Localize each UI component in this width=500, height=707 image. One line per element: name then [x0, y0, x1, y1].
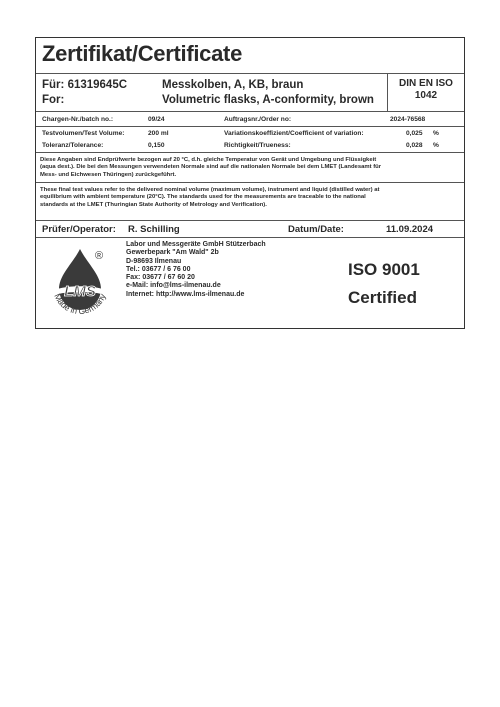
operator-name: R. Schilling: [128, 224, 180, 235]
iso-title: ISO 9001: [348, 260, 420, 279]
operator-label: Prüfer/Operator:: [42, 224, 116, 235]
note-de-line: Mess- und Eichwesen Thüringen) zurückgeführt.: [40, 171, 177, 178]
address-line: Labor und Messgeräte GmbH Stützerbach: [126, 241, 266, 248]
note-de-line: (aqua dest.). Die bei den Messungen verwendeten Normale sind auf die nationalen Normale bei dem LMET (Landesamt für: [40, 164, 382, 171]
note-en-line: equilibrium with ambient temperature (20°C). The standards used for the measurements are traceable to the national: [40, 194, 366, 201]
trueness-value: 0,028: [406, 142, 423, 149]
batch-row: [36, 112, 464, 127]
operator-row: [36, 221, 464, 238]
logo-arc-text: Made in Germany: [52, 291, 108, 317]
product-name-de: Messkolben, A, KB, braun: [162, 79, 304, 91]
note-en-line: These final test values refer to the delivered nominal volume (maximum volume), instrument and liquid (distilled water) at: [40, 187, 380, 193]
iso-certified: Certified: [348, 288, 417, 307]
order-value: 2024-76568: [390, 116, 426, 123]
registered-mark: ®: [95, 250, 104, 262]
address-line: Fax: 03677 / 67 60 20: [126, 274, 195, 282]
cv-unit: %: [433, 130, 439, 137]
trueness-label: Richtigkeit/Trueness:: [224, 142, 291, 149]
tolerance-value: 0,150: [148, 142, 165, 149]
lms-logo: [41, 243, 119, 327]
for-label: For:: [42, 94, 65, 106]
date-label: Datum/Date:: [288, 224, 344, 235]
standard-line2: 1042: [414, 90, 438, 101]
batch-value: 09/24: [148, 116, 165, 123]
volume-row: [36, 127, 464, 153]
certificate-title: Zertifikat/Certificate: [42, 41, 243, 66]
address-line: Tel.: 03677 / 6 76 00: [126, 265, 191, 273]
batch-label: Chargen-Nr./batch no.:: [42, 116, 114, 123]
product-row: [36, 74, 464, 112]
fuer-number: 61319645C: [67, 79, 128, 91]
logo-letters: LMS: [64, 283, 96, 300]
title-row: [36, 38, 464, 74]
standard-box: [387, 74, 464, 111]
address-line: Internet: http://www.lms-ilmenau.de: [126, 290, 245, 298]
fuer-label: Für:: [42, 79, 65, 91]
note-de-row: [36, 153, 464, 183]
note-de-line: Diese Angaben sind Endprüfwerte bezogen auf 20 °C, d.h. gleiche Temperatur von Gerät und Umgebung und Flüssigkeit: [40, 157, 377, 163]
drop-icon: [41, 243, 119, 327]
product-name-en: Volumetric flasks, A-conformity, brown: [162, 94, 374, 106]
note-en-line: standards at the LMET (Thuringian State Authority of Metrology and Verification).: [40, 201, 267, 208]
certificate: [35, 37, 465, 329]
company-address: [126, 241, 266, 299]
order-label: Auftragsnr./Order no:: [224, 116, 292, 123]
cv-value: 0,025: [406, 130, 423, 137]
date-value: 11.09.2024: [386, 224, 434, 235]
note-en: [40, 187, 460, 209]
test-volume-value: 200 ml: [148, 130, 169, 137]
standard-line1: DIN EN ISO: [399, 78, 453, 89]
address-line: Gewerbepark "Am Wald" 2b: [126, 249, 219, 257]
address-line: D-98693 Ilmenau: [126, 257, 182, 265]
address-line: e-Mail: info@lms-ilmenau.de: [126, 282, 221, 290]
fuer-line: [42, 79, 127, 91]
tolerance-label: Toleranz/Tolerance:: [42, 142, 104, 149]
trueness-unit: %: [433, 142, 439, 149]
note-de: [40, 157, 460, 179]
cv-label: Variationskoeffizient/Coefficient of variation:: [224, 130, 364, 137]
note-en-row: [36, 183, 464, 221]
test-volume-label: Testvolumen/Test Volume:: [42, 130, 125, 137]
